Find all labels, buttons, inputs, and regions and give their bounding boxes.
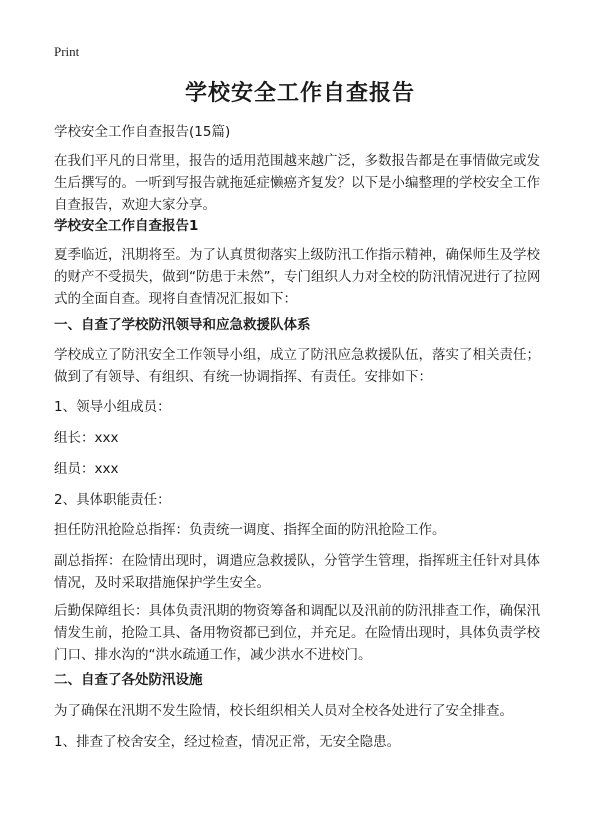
section2-item1-text: 1、排查了校舍安全，经过检查，情况正常，无安全隐患。 xyxy=(54,734,401,750)
member-text: 组员：xxx xyxy=(54,461,119,477)
text-line: 夏季临近，汛期将至。为了认真贯彻落实上级防汛工作指示精神，确保师生及学校 xyxy=(54,247,540,263)
text-line: 情况，及时采取措施保护学生安全。 xyxy=(54,575,270,591)
section2-paragraph: 为了确保在汛期不发生险情，校长组织相关人员对全校各处进行了安全排查。 xyxy=(54,703,513,719)
text-line: 情发生前，抢险工具、备用物资都已到位，并充足。在险情出现时，具体负责学校 xyxy=(54,625,540,641)
text-line: 副总指挥：在险情出现时，调遣应急救援队，分管学生管理，指挥班主任针对具体 xyxy=(54,553,540,569)
text-line: 生后撰写的。一听到写报告就拖延症懒癌齐复发？以下是小编整理的学校安全工作 xyxy=(54,175,540,191)
print-link[interactable]: Print xyxy=(54,44,80,59)
section1-paragraph xyxy=(54,344,554,388)
text-line: 式的全面自查。现将自查情况汇报如下： xyxy=(54,291,297,307)
report1-heading: 学校安全工作自查报告1 xyxy=(54,218,199,234)
commander-duty-text: 担任防汛抢险总指挥：负责统一调度、指挥全面的防汛抢险工作。 xyxy=(54,522,446,538)
section2-heading: 二、自查了各处防汛设施 xyxy=(54,672,203,688)
text-line: 在我们平凡的日常里，报告的适用范围越来越广泛，多数报告都是在事情做完或发 xyxy=(54,153,540,169)
text-line: 门口、排水沟的“洪水疏通工作，减少洪水不进校门。 xyxy=(54,647,372,663)
text-line: 做到了有领导、有组织、有统一协调指挥、有责任。安排如下： xyxy=(54,369,432,385)
section1-heading: 一、自查了学校防汛领导和应急救援队体系 xyxy=(54,317,311,333)
deputy-duty-paragraph xyxy=(54,550,554,594)
report1-intro-paragraph xyxy=(54,244,554,310)
text-line: 后勤保障组长：具体负责汛期的物资筹备和调配以及汛前的防汛排查工作，确保汛 xyxy=(54,603,540,619)
logistics-duty-paragraph xyxy=(54,600,554,666)
text-line: 学校成立了防汛安全工作领导小组，成立了防汛应急救援队伍，落实了相关责任； xyxy=(54,347,540,363)
text-line: 自查报告，欢迎大家分享。 xyxy=(54,197,216,213)
item2-text: 2、具体职能责任： xyxy=(54,492,171,508)
page-title: 学校安全工作自查报告 xyxy=(184,81,415,106)
intro-paragraph xyxy=(54,150,554,216)
leader-text: 组长：xxx xyxy=(54,430,119,446)
text-line: 的财产不受损失，做到“防患于未然”，专门组织人力对全校的防汛情况进行了拉网 xyxy=(54,269,541,285)
document-subtitle: 学校安全工作自查报告(15篇) xyxy=(54,124,231,140)
item1-text: 1、领导小组成员： xyxy=(54,399,171,415)
